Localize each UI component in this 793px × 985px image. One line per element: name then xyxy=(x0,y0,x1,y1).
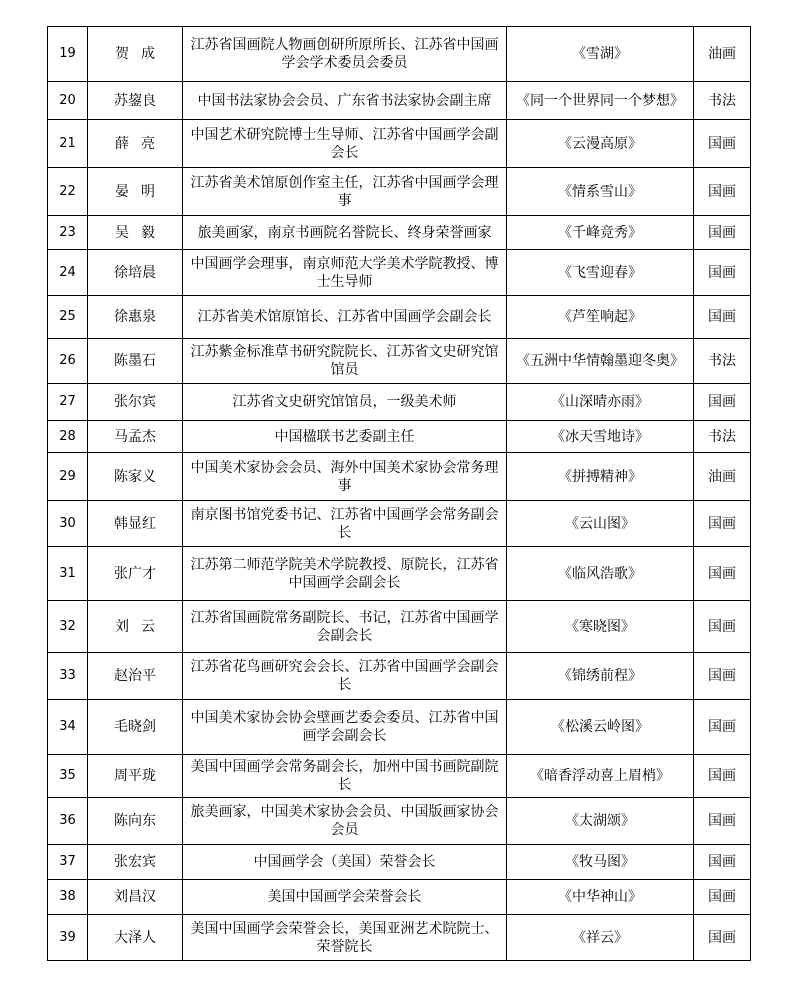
table-row xyxy=(48,755,751,798)
artwork-category: 国画 xyxy=(694,168,751,216)
artist-name: 徐惠泉 xyxy=(88,296,183,339)
artist-name: 毛晓剑 xyxy=(88,700,183,755)
row-number: 27 xyxy=(48,384,88,421)
artwork-title: 《云漫高原》 xyxy=(507,120,694,168)
row-number: 30 xyxy=(48,501,88,547)
artist-title: 中国画学会（美国）荣誉会长 xyxy=(183,845,507,880)
artist-title: 旅美画家，中国美术家协会会员、中国版画家协会会员 xyxy=(183,798,507,845)
row-number: 19 xyxy=(48,27,88,82)
artwork-category: 国画 xyxy=(694,845,751,880)
artist-title: 中国楹联书艺委副主任 xyxy=(183,421,507,453)
row-number: 37 xyxy=(48,845,88,880)
artist-list-table xyxy=(47,26,751,961)
artwork-category: 国画 xyxy=(694,915,751,961)
artist-title: 江苏省美术馆原创作室主任，江苏省中国画学会理事 xyxy=(183,168,507,216)
artwork-title: 《暗香浮动喜上眉梢》 xyxy=(507,755,694,798)
artist-title: 江苏省文史研究馆馆员，一级美术师 xyxy=(183,384,507,421)
table-row xyxy=(48,845,751,880)
artwork-category: 油画 xyxy=(694,453,751,501)
row-number: 25 xyxy=(48,296,88,339)
artist-title: 南京图书馆党委书记、江苏省中国画学会常务副会长 xyxy=(183,501,507,547)
table-row xyxy=(48,421,751,453)
artist-title: 中国画学会理事，南京师范大学美术学院教授、博士生导师 xyxy=(183,250,507,296)
table-row xyxy=(48,168,751,216)
artist-name: 晏明 xyxy=(88,168,183,216)
table-row xyxy=(48,501,751,547)
artist-name: 刘昌汉 xyxy=(88,880,183,915)
artist-name: 刘云 xyxy=(88,601,183,653)
table-row xyxy=(48,250,751,296)
artwork-title: 《拼搏精神》 xyxy=(507,453,694,501)
artist-name: 徐培晨 xyxy=(88,250,183,296)
artist-name: 薛亮 xyxy=(88,120,183,168)
artist-title: 中国美术家协会会员、海外中国美术家协会常务理事 xyxy=(183,453,507,501)
artwork-title: 《云山图》 xyxy=(507,501,694,547)
artwork-title: 《寒晓图》 xyxy=(507,601,694,653)
artwork-title: 《山深晴亦雨》 xyxy=(507,384,694,421)
artist-name: 周平珑 xyxy=(88,755,183,798)
artwork-category: 国画 xyxy=(694,547,751,601)
row-number: 29 xyxy=(48,453,88,501)
artist-name: 陈向东 xyxy=(88,798,183,845)
row-number: 33 xyxy=(48,653,88,700)
artwork-title: 《芦笙响起》 xyxy=(507,296,694,339)
artist-title: 江苏省花鸟画研究会会长、江苏省中国画学会副会长 xyxy=(183,653,507,700)
table-row xyxy=(48,27,751,82)
artist-name: 陈墨石 xyxy=(88,339,183,384)
table-row xyxy=(48,653,751,700)
row-number: 20 xyxy=(48,82,88,120)
artwork-title: 《同一个世界同一个梦想》 xyxy=(507,82,694,120)
row-number: 23 xyxy=(48,216,88,250)
artist-title: 美国中国画学会常务副会长，加州中国书画院副院长 xyxy=(183,755,507,798)
artist-title: 江苏第二师范学院美术学院教授、原院长，江苏省中国画学会副会长 xyxy=(183,547,507,601)
artwork-category: 国画 xyxy=(694,700,751,755)
row-number: 38 xyxy=(48,880,88,915)
artist-name: 张宏宾 xyxy=(88,845,183,880)
table-row xyxy=(48,339,751,384)
artwork-title: 《祥云》 xyxy=(507,915,694,961)
artist-name: 大泽人 xyxy=(88,915,183,961)
artist-name: 苏鋆良 xyxy=(88,82,183,120)
artwork-category: 国画 xyxy=(694,501,751,547)
artwork-category: 国画 xyxy=(694,216,751,250)
row-number: 34 xyxy=(48,700,88,755)
row-number: 31 xyxy=(48,547,88,601)
artwork-title: 《五洲中华情翰墨迎冬奥》 xyxy=(507,339,694,384)
artist-name: 张广才 xyxy=(88,547,183,601)
artwork-title: 《临风浩歌》 xyxy=(507,547,694,601)
artwork-category: 国画 xyxy=(694,653,751,700)
artwork-title: 《松溪云岭图》 xyxy=(507,700,694,755)
table-row xyxy=(48,82,751,120)
artwork-title: 《锦绣前程》 xyxy=(507,653,694,700)
row-number: 32 xyxy=(48,601,88,653)
row-number: 39 xyxy=(48,915,88,961)
artist-title: 中国艺术研究院博士生导师、江苏省中国画学会副会长 xyxy=(183,120,507,168)
artist-title: 美国中国画学会荣誉会长 xyxy=(183,880,507,915)
artwork-category: 国画 xyxy=(694,296,751,339)
artist-title: 江苏省国画院常务副院长、书记，江苏省中国画学会副会长 xyxy=(183,601,507,653)
artist-name: 马孟杰 xyxy=(88,421,183,453)
row-number: 24 xyxy=(48,250,88,296)
artwork-title: 《飞雪迎春》 xyxy=(507,250,694,296)
artist-title: 美国中国画学会荣誉会长，美国亚洲艺术院院士、荣誉院长 xyxy=(183,915,507,961)
artwork-category: 油画 xyxy=(694,27,751,82)
artwork-category: 国画 xyxy=(694,250,751,296)
table-row xyxy=(48,120,751,168)
artwork-title: 《冰天雪地诗》 xyxy=(507,421,694,453)
artwork-category: 国画 xyxy=(694,755,751,798)
artwork-category: 书法 xyxy=(694,82,751,120)
artist-title: 江苏省美术馆原馆长、江苏省中国画学会副会长 xyxy=(183,296,507,339)
artwork-title: 《中华神山》 xyxy=(507,880,694,915)
artwork-category: 国画 xyxy=(694,601,751,653)
table-row xyxy=(48,384,751,421)
table-row xyxy=(48,547,751,601)
row-number: 36 xyxy=(48,798,88,845)
artist-name: 张尔宾 xyxy=(88,384,183,421)
artwork-title: 《情系雪山》 xyxy=(507,168,694,216)
artist-title: 旅美画家，南京书画院名誉院长、终身荣誉画家 xyxy=(183,216,507,250)
artwork-title: 《太湖颂》 xyxy=(507,798,694,845)
row-number: 22 xyxy=(48,168,88,216)
artwork-category: 国画 xyxy=(694,798,751,845)
artist-title: 中国书法家协会会员、广东省书法家协会副主席 xyxy=(183,82,507,120)
row-number: 26 xyxy=(48,339,88,384)
table-row xyxy=(48,296,751,339)
artist-title: 江苏紫金标准草书研究院院长、江苏省文史研究馆馆员 xyxy=(183,339,507,384)
artwork-title: 《牧马图》 xyxy=(507,845,694,880)
artist-name: 陈家义 xyxy=(88,453,183,501)
artwork-category: 国画 xyxy=(694,120,751,168)
table-row xyxy=(48,880,751,915)
row-number: 28 xyxy=(48,421,88,453)
table-row xyxy=(48,915,751,961)
table-row xyxy=(48,216,751,250)
row-number: 35 xyxy=(48,755,88,798)
row-number: 21 xyxy=(48,120,88,168)
artwork-category: 国画 xyxy=(694,880,751,915)
table-row xyxy=(48,798,751,845)
artwork-category: 书法 xyxy=(694,421,751,453)
artist-name: 韩显红 xyxy=(88,501,183,547)
artwork-category: 国画 xyxy=(694,384,751,421)
table-row xyxy=(48,453,751,501)
artwork-title: 《雪湖》 xyxy=(507,27,694,82)
artist-name: 吴毅 xyxy=(88,216,183,250)
artist-title: 江苏省国画院人物画创研所原所长、江苏省中国画学会学术委员会委员 xyxy=(183,27,507,82)
table-body xyxy=(48,27,751,961)
table-row xyxy=(48,700,751,755)
table-row xyxy=(48,601,751,653)
artwork-category: 书法 xyxy=(694,339,751,384)
artwork-title: 《千峰竞秀》 xyxy=(507,216,694,250)
artist-title: 中国美术家协会协会壁画艺委会委员、江苏省中国画学会副会长 xyxy=(183,700,507,755)
artist-name: 贺成 xyxy=(88,27,183,82)
artist-name: 赵治平 xyxy=(88,653,183,700)
